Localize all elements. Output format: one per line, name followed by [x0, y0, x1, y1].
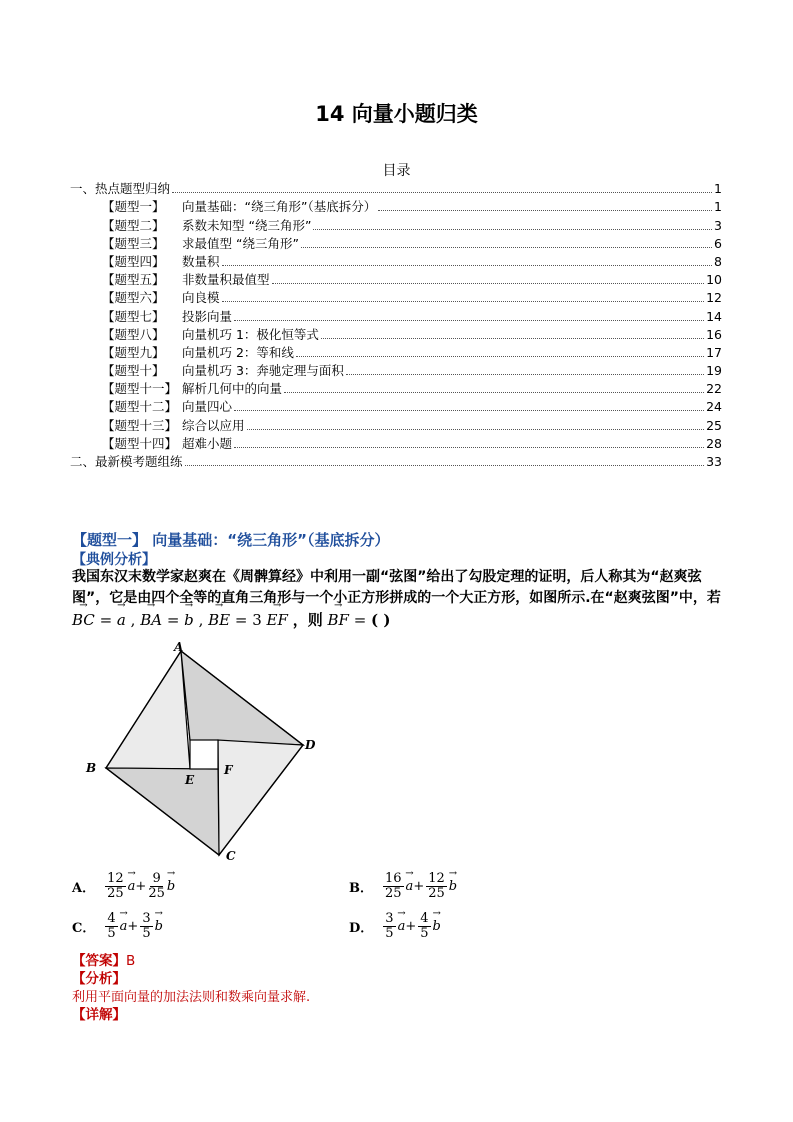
- toc-entry[interactable]: [70, 343, 722, 361]
- toc-entry-tag: 【题型十四】: [102, 435, 178, 451]
- vector-a: → a: [117, 611, 126, 629]
- document-title: 14 向量小题归类: [315, 102, 478, 126]
- toc-entry[interactable]: [70, 434, 722, 452]
- toc-entry[interactable]: [70, 270, 722, 288]
- detail-label: 【详解】: [72, 1007, 126, 1023]
- toc-leader-dots: [313, 229, 712, 230]
- toc-leader-dots: [346, 374, 704, 375]
- toc-entry-page: 3: [714, 217, 722, 233]
- toc-entry-tag: 【题型四】: [102, 253, 165, 269]
- answer-value: B: [126, 953, 136, 969]
- toc-entry[interactable]: [70, 325, 722, 343]
- toc-entry-name: 数量积: [182, 253, 220, 269]
- toc-leader-dots: [222, 301, 705, 302]
- toc-entry-name: 二、最新模考题组练: [70, 454, 183, 469]
- label-c: C: [226, 849, 236, 863]
- toc-leader-dots: [301, 247, 712, 248]
- toc-entry[interactable]: [70, 215, 722, 233]
- answer-line: [72, 949, 135, 969]
- toc-entry-tag: 【题型十三】: [102, 417, 178, 433]
- toc-leader-dots: [284, 392, 704, 393]
- toc-entry[interactable]: [70, 306, 722, 324]
- toc-entry-tag: 【题型二】: [102, 217, 165, 233]
- inner-square: [190, 740, 218, 769]
- toc-entry-page: 24: [706, 399, 722, 415]
- toc-entry-name: 超难小题: [182, 435, 233, 451]
- toc-entry-tag: 【题型五】: [102, 272, 165, 288]
- toc-entry-name: 向量基础：“绕三角形”（基底拆分）: [182, 199, 377, 215]
- example-analysis-label: 【典例分析】: [72, 552, 156, 568]
- toc-heading: 目录: [382, 163, 411, 179]
- answer-blank: ( ): [371, 611, 391, 629]
- toc-entry-page: 25: [706, 417, 722, 433]
- section-title: 【题型一】 向量基础：“绕三角形”（基底拆分）: [72, 531, 390, 549]
- toc-entry-name: 向量机巧 2：等和线: [182, 344, 294, 360]
- toc-leader-dots: [378, 210, 712, 211]
- toc-leader-dots: [234, 410, 704, 411]
- toc-entry-page: 10: [706, 272, 722, 288]
- then-text: ，则: [292, 611, 323, 629]
- toc-entry-page: 1: [714, 199, 722, 215]
- toc-entry-tag: 【题型六】: [102, 290, 165, 306]
- toc-entry[interactable]: [70, 252, 722, 270]
- option-b: B． $\frac{16}{25}$ → a + $\frac{12}{25}$ → b: [349, 872, 457, 901]
- analysis-label: 【分析】: [72, 971, 126, 987]
- toc-entry-page: 1: [714, 181, 722, 197]
- toc-entry[interactable]: [70, 452, 722, 470]
- toc-entry[interactable]: [70, 288, 722, 306]
- problem-text: 我国东汉末数学家赵爽在《周髀算经》中利用一副“弦图”给出了勾股定理的证明，后人称其为“赵爽弦图”，它是由四个全等的直角三角形与一个小正方形拼成的一个大正方形，如图所示.在“赵爽弦图”中，若: [72, 569, 721, 606]
- toc-entry[interactable]: [70, 197, 722, 215]
- toc-entry-tag: 【题型十】: [102, 363, 165, 379]
- toc-entry-page: 16: [706, 326, 722, 342]
- toc-entry[interactable]: [70, 379, 722, 397]
- toc-entry-page: 17: [706, 344, 722, 360]
- toc-entry-name: 解析几何中的向量: [182, 381, 283, 397]
- toc-entry-name: 系数未知型 “绕三角形”: [182, 217, 312, 233]
- toc-entry[interactable]: [70, 179, 722, 197]
- analysis-text: 利用平面向量的加法法则和数乘向量求解.: [72, 990, 311, 1005]
- toc-entry[interactable]: [70, 415, 722, 433]
- toc-entry-page: 22: [706, 381, 722, 397]
- label-a: A: [174, 640, 184, 654]
- vector-be: → BE: [208, 611, 230, 629]
- toc-entry-name: 一、热点题型归纳: [70, 181, 171, 197]
- toc-leader-dots: [234, 447, 704, 448]
- toc-entry[interactable]: [70, 234, 722, 252]
- coefficient-3: = 3: [234, 611, 262, 629]
- toc-entry-name: 综合以应用: [182, 417, 245, 433]
- toc-leader-dots: [234, 320, 704, 321]
- label-f: F: [224, 763, 233, 777]
- toc-entry-name: 向量机巧 1：极化恒等式: [182, 326, 319, 342]
- answer-label: 【答案】: [72, 953, 126, 969]
- label-d: D: [305, 738, 316, 752]
- triangle-left: [106, 651, 190, 769]
- triangle-right: [218, 740, 303, 855]
- toc-entry-tag: 【题型十一】: [102, 381, 178, 397]
- toc-entry[interactable]: [70, 361, 722, 379]
- toc-entry-tag: 【题型三】: [102, 235, 165, 251]
- toc-entry-name: 求最值型 “绕三角形”: [182, 235, 299, 251]
- table-of-contents: [70, 179, 722, 470]
- zhao-shuang-chord-diagram: [80, 638, 340, 870]
- vector-bc: → BC: [72, 611, 95, 629]
- vector-bf: → BF: [327, 611, 348, 629]
- toc-entry-tag: 【题型一】: [102, 199, 165, 215]
- vector-ef: → EF: [267, 611, 288, 629]
- toc-entry-name: 向量四心: [182, 399, 233, 415]
- toc-entry-page: 28: [706, 435, 722, 451]
- toc-entry-tag: 【题型七】: [102, 308, 165, 324]
- toc-entry-page: 19: [706, 363, 722, 379]
- label-e: E: [185, 773, 195, 787]
- toc-entry-page: 8: [714, 253, 722, 269]
- problem-formula: → BC = → a , → BA = → b , → BE = 3 → EF ，则 → BF = ( ): [72, 609, 390, 630]
- toc-leader-dots: [296, 356, 704, 357]
- vector-b: → b: [184, 611, 194, 629]
- toc-leader-dots: [185, 465, 705, 466]
- toc-leader-dots: [172, 192, 712, 193]
- toc-entry-page: 14: [706, 308, 722, 324]
- toc-entry-tag: 【题型十二】: [102, 399, 178, 415]
- option-d: D． $\frac{3}{5}$ → a + $\frac{4}{5}$ → b: [349, 912, 441, 941]
- toc-entry-page: 6: [714, 235, 722, 251]
- toc-entry-page: 12: [706, 290, 722, 306]
- toc-entry-page: 33: [706, 454, 722, 469]
- label-b: B: [86, 761, 97, 775]
- toc-entry-name: 向良模: [182, 290, 220, 306]
- toc-leader-dots: [321, 338, 704, 339]
- toc-entry-name: 投影向量: [182, 308, 233, 324]
- option-c: C． $\frac{4}{5}$ → a + $\frac{3}{5}$ → b: [72, 912, 163, 941]
- vector-ba: → BA: [140, 611, 162, 629]
- toc-leader-dots: [222, 265, 713, 266]
- toc-leader-dots: [247, 429, 705, 430]
- toc-entry[interactable]: [70, 397, 722, 415]
- toc-entry-name: 向量机巧 3：奔驰定理与面积: [182, 363, 344, 379]
- toc-entry-tag: 【题型九】: [102, 344, 165, 360]
- toc-entry-tag: 【题型八】: [102, 326, 165, 342]
- toc-leader-dots: [272, 283, 705, 284]
- toc-entry-name: 非数量积最值型: [182, 272, 270, 288]
- option-a: A． $\frac{12}{25}$ → a + $\frac{9}{25}$ → b: [72, 872, 175, 901]
